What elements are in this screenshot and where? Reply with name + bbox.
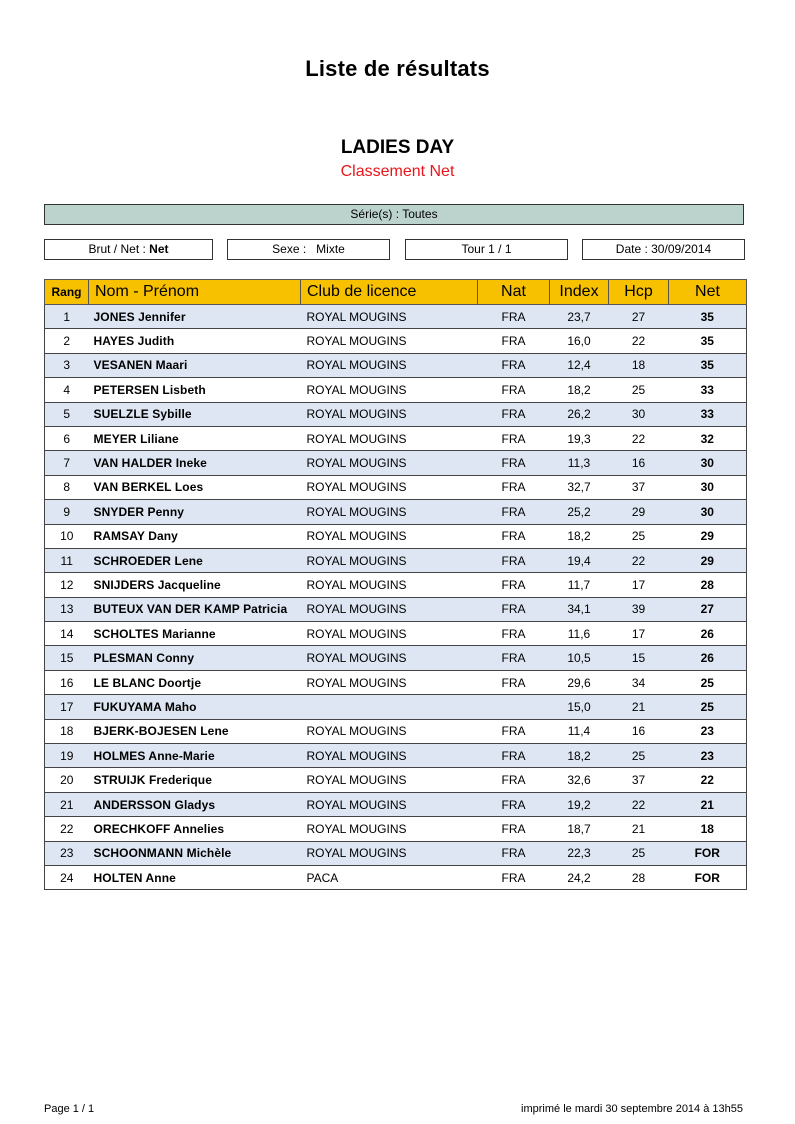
cell-rang: 2	[45, 329, 89, 353]
cell-hcp: 37	[609, 768, 669, 792]
cell-net: FOR	[669, 841, 747, 865]
cell-net: 25	[669, 670, 747, 694]
cell-rang: 3	[45, 353, 89, 377]
cell-hcp: 28	[609, 865, 669, 889]
cell-index: 15,0	[550, 695, 609, 719]
cell-nom: SCHOLTES Marianne	[89, 622, 301, 646]
cell-nat: FRA	[478, 622, 550, 646]
table-row	[45, 451, 747, 475]
cell-nat: FRA	[478, 353, 550, 377]
filter-brut-net	[44, 239, 213, 260]
cell-rang: 16	[45, 670, 89, 694]
cell-nom: SUELZLE Sybille	[89, 402, 301, 426]
cell-hcp: 17	[609, 622, 669, 646]
cell-club: ROYAL MOUGINS	[301, 329, 478, 353]
cell-nat: FRA	[478, 719, 550, 743]
cell-club: ROYAL MOUGINS	[301, 524, 478, 548]
table-row	[45, 500, 747, 524]
cell-hcp: 29	[609, 500, 669, 524]
cell-index: 10,5	[550, 646, 609, 670]
table-row	[45, 841, 747, 865]
cell-club: ROYAL MOUGINS	[301, 573, 478, 597]
cell-nat: FRA	[478, 817, 550, 841]
cell-rang: 20	[45, 768, 89, 792]
cell-hcp: 25	[609, 378, 669, 402]
cell-club: ROYAL MOUGINS	[301, 670, 478, 694]
cell-net: 26	[669, 622, 747, 646]
table-row	[45, 792, 747, 816]
cell-rang: 7	[45, 451, 89, 475]
cell-hcp: 17	[609, 573, 669, 597]
col-club: Club de licence	[301, 280, 478, 305]
cell-nat: FRA	[478, 426, 550, 450]
cell-net: 23	[669, 719, 747, 743]
cell-nom: ORECHKOFF Annelies	[89, 817, 301, 841]
cell-index: 22,3	[550, 841, 609, 865]
cell-nat: FRA	[478, 475, 550, 499]
cell-net: 28	[669, 573, 747, 597]
cell-hcp: 22	[609, 426, 669, 450]
cell-nat: FRA	[478, 573, 550, 597]
cell-nom: VAN HALDER Ineke	[89, 451, 301, 475]
cell-net: 21	[669, 792, 747, 816]
cell-nom: HOLTEN Anne	[89, 865, 301, 889]
table-row	[45, 695, 747, 719]
table-row	[45, 597, 747, 621]
cell-club: PACA	[301, 865, 478, 889]
cell-hcp: 27	[609, 305, 669, 329]
cell-index: 18,2	[550, 524, 609, 548]
cell-rang: 19	[45, 744, 89, 768]
cell-net: 29	[669, 548, 747, 572]
table-row	[45, 817, 747, 841]
table-row	[45, 768, 747, 792]
table-row	[45, 524, 747, 548]
cell-rang: 14	[45, 622, 89, 646]
cell-rang: 24	[45, 865, 89, 889]
cell-nom: RAMSAY Dany	[89, 524, 301, 548]
cell-net: 35	[669, 353, 747, 377]
cell-index: 23,7	[550, 305, 609, 329]
cell-hcp: 16	[609, 451, 669, 475]
table-row	[45, 329, 747, 353]
cell-rang: 9	[45, 500, 89, 524]
cell-nat: FRA	[478, 305, 550, 329]
cell-club: ROYAL MOUGINS	[301, 646, 478, 670]
table-row	[45, 719, 747, 743]
table-row	[45, 353, 747, 377]
table-row	[45, 426, 747, 450]
cell-net: 29	[669, 524, 747, 548]
col-nom: Nom - Prénom	[89, 280, 301, 305]
cell-rang: 13	[45, 597, 89, 621]
cell-club: ROYAL MOUGINS	[301, 622, 478, 646]
cell-nat: FRA	[478, 524, 550, 548]
cell-nat: FRA	[478, 402, 550, 426]
cell-rang: 12	[45, 573, 89, 597]
cell-index: 18,2	[550, 744, 609, 768]
cell-net: 35	[669, 305, 747, 329]
cell-hcp: 34	[609, 670, 669, 694]
cell-club	[301, 695, 478, 719]
cell-index: 11,7	[550, 573, 609, 597]
cell-net: 30	[669, 451, 747, 475]
cell-nom: FUKUYAMA Maho	[89, 695, 301, 719]
cell-nat: FRA	[478, 670, 550, 694]
cell-index: 18,7	[550, 817, 609, 841]
cell-nat: FRA	[478, 744, 550, 768]
cell-nom: HOLMES Anne-Marie	[89, 744, 301, 768]
table-row	[45, 548, 747, 572]
cell-club: ROYAL MOUGINS	[301, 500, 478, 524]
cell-nom: PLESMAN Conny	[89, 646, 301, 670]
cell-nat: FRA	[478, 792, 550, 816]
cell-rang: 11	[45, 548, 89, 572]
cell-nat: FRA	[478, 646, 550, 670]
cell-net: 32	[669, 426, 747, 450]
cell-net: 22	[669, 768, 747, 792]
cell-index: 19,3	[550, 426, 609, 450]
cell-nat: FRA	[478, 865, 550, 889]
cell-rang: 22	[45, 817, 89, 841]
filter-tour: Tour 1 / 1	[405, 239, 568, 260]
table-row	[45, 573, 747, 597]
cell-rang: 4	[45, 378, 89, 402]
cell-nom: MEYER Liliane	[89, 426, 301, 450]
cell-index: 32,6	[550, 768, 609, 792]
cell-hcp: 18	[609, 353, 669, 377]
cell-hcp: 39	[609, 597, 669, 621]
col-nat: Nat	[478, 280, 550, 305]
brut-net-value: Net	[149, 242, 169, 256]
cell-nat: FRA	[478, 548, 550, 572]
cell-rang: 23	[45, 841, 89, 865]
cell-net: 35	[669, 329, 747, 353]
cell-nom: SCHROEDER Lene	[89, 548, 301, 572]
cell-rang: 17	[45, 695, 89, 719]
cell-nat: FRA	[478, 329, 550, 353]
cell-index: 11,6	[550, 622, 609, 646]
cell-nom: HAYES Judith	[89, 329, 301, 353]
page-title: Liste de résultats	[305, 56, 490, 81]
table-row	[45, 402, 747, 426]
cell-net: 18	[669, 817, 747, 841]
cell-net: 26	[669, 646, 747, 670]
cell-hcp: 15	[609, 646, 669, 670]
cell-hcp: 25	[609, 524, 669, 548]
cell-net: 23	[669, 744, 747, 768]
cell-index: 32,7	[550, 475, 609, 499]
cell-hcp: 22	[609, 329, 669, 353]
cell-club: ROYAL MOUGINS	[301, 817, 478, 841]
cell-rang: 1	[45, 305, 89, 329]
cell-index: 16,0	[550, 329, 609, 353]
cell-club: ROYAL MOUGINS	[301, 548, 478, 572]
cell-index: 18,2	[550, 378, 609, 402]
col-hcp: Hcp	[609, 280, 669, 305]
cell-club: ROYAL MOUGINS	[301, 719, 478, 743]
cell-hcp: 30	[609, 402, 669, 426]
cell-nom: BUTEUX VAN DER KAMP Patricia	[89, 597, 301, 621]
cell-club: ROYAL MOUGINS	[301, 426, 478, 450]
cell-rang: 10	[45, 524, 89, 548]
cell-club: ROYAL MOUGINS	[301, 451, 478, 475]
cell-nat: FRA	[478, 841, 550, 865]
cell-index: 24,2	[550, 865, 609, 889]
col-rang: Rang	[45, 280, 89, 305]
table-row	[45, 865, 747, 889]
series-bar: Série(s) : Toutes	[44, 204, 744, 225]
cell-nom: BJERK-BOJESEN Lene	[89, 719, 301, 743]
filter-date: Date : 30/09/2014	[582, 239, 745, 260]
cell-hcp: 21	[609, 695, 669, 719]
table-row	[45, 378, 747, 402]
cell-net: 30	[669, 500, 747, 524]
cell-nom: SCHOONMANN Michèle	[89, 841, 301, 865]
cell-nat: FRA	[478, 378, 550, 402]
table-header	[45, 280, 747, 305]
table-row	[45, 475, 747, 499]
cell-club: ROYAL MOUGINS	[301, 768, 478, 792]
cell-index: 11,3	[550, 451, 609, 475]
cell-nom: SNYDER Penny	[89, 500, 301, 524]
cell-index: 29,6	[550, 670, 609, 694]
cell-nom: PETERSEN Lisbeth	[89, 378, 301, 402]
event-name: LADIES DAY	[340, 137, 455, 158]
cell-club: ROYAL MOUGINS	[301, 378, 478, 402]
table-row	[45, 744, 747, 768]
cell-hcp: 25	[609, 744, 669, 768]
cell-hcp: 25	[609, 841, 669, 865]
cell-nom: VESANEN Maari	[89, 353, 301, 377]
cell-hcp: 22	[609, 548, 669, 572]
cell-rang: 8	[45, 475, 89, 499]
cell-index: 19,2	[550, 792, 609, 816]
col-index: Index	[550, 280, 609, 305]
page-number: Page 1 / 1	[44, 1103, 95, 1115]
cell-club: ROYAL MOUGINS	[301, 744, 478, 768]
cell-index: 12,4	[550, 353, 609, 377]
cell-rang: 15	[45, 646, 89, 670]
cell-nat: FRA	[478, 451, 550, 475]
cell-club: ROYAL MOUGINS	[301, 475, 478, 499]
cell-hcp: 22	[609, 792, 669, 816]
cell-net: 27	[669, 597, 747, 621]
cell-nat	[478, 695, 550, 719]
cell-index: 19,4	[550, 548, 609, 572]
cell-net: 33	[669, 378, 747, 402]
cell-club: ROYAL MOUGINS	[301, 841, 478, 865]
cell-nom: VAN BERKEL Loes	[89, 475, 301, 499]
cell-nom: ANDERSSON Gladys	[89, 792, 301, 816]
cell-rang: 5	[45, 402, 89, 426]
classement-label: Classement Net	[340, 163, 455, 180]
cell-rang: 18	[45, 719, 89, 743]
cell-nom: STRUIJK Frederique	[89, 768, 301, 792]
print-date: imprimé le mardi 30 septembre 2014 à 13h55	[521, 1103, 743, 1115]
cell-rang: 6	[45, 426, 89, 450]
cell-hcp: 37	[609, 475, 669, 499]
cell-hcp: 21	[609, 817, 669, 841]
cell-index: 25,2	[550, 500, 609, 524]
cell-net: 33	[669, 402, 747, 426]
results-table	[44, 279, 747, 890]
cell-net: 30	[669, 475, 747, 499]
brut-net-label: Brut / Net :	[88, 242, 146, 256]
cell-nat: FRA	[478, 597, 550, 621]
table-row	[45, 622, 747, 646]
cell-net: 25	[669, 695, 747, 719]
cell-hcp: 16	[609, 719, 669, 743]
table-row	[45, 305, 747, 329]
cell-club: ROYAL MOUGINS	[301, 305, 478, 329]
table-row	[45, 670, 747, 694]
cell-nom: LE BLANC Doortje	[89, 670, 301, 694]
cell-nat: FRA	[478, 500, 550, 524]
cell-club: ROYAL MOUGINS	[301, 353, 478, 377]
filter-sexe: Sexe : Mixte	[227, 239, 390, 260]
cell-index: 34,1	[550, 597, 609, 621]
cell-index: 26,2	[550, 402, 609, 426]
cell-club: ROYAL MOUGINS	[301, 597, 478, 621]
cell-nom: SNIJDERS Jacqueline	[89, 573, 301, 597]
cell-club: ROYAL MOUGINS	[301, 792, 478, 816]
cell-net: FOR	[669, 865, 747, 889]
table-row	[45, 646, 747, 670]
cell-nom: JONES Jennifer	[89, 305, 301, 329]
col-net: Net	[669, 280, 747, 305]
cell-index: 11,4	[550, 719, 609, 743]
cell-club: ROYAL MOUGINS	[301, 402, 478, 426]
cell-rang: 21	[45, 792, 89, 816]
cell-nat: FRA	[478, 768, 550, 792]
